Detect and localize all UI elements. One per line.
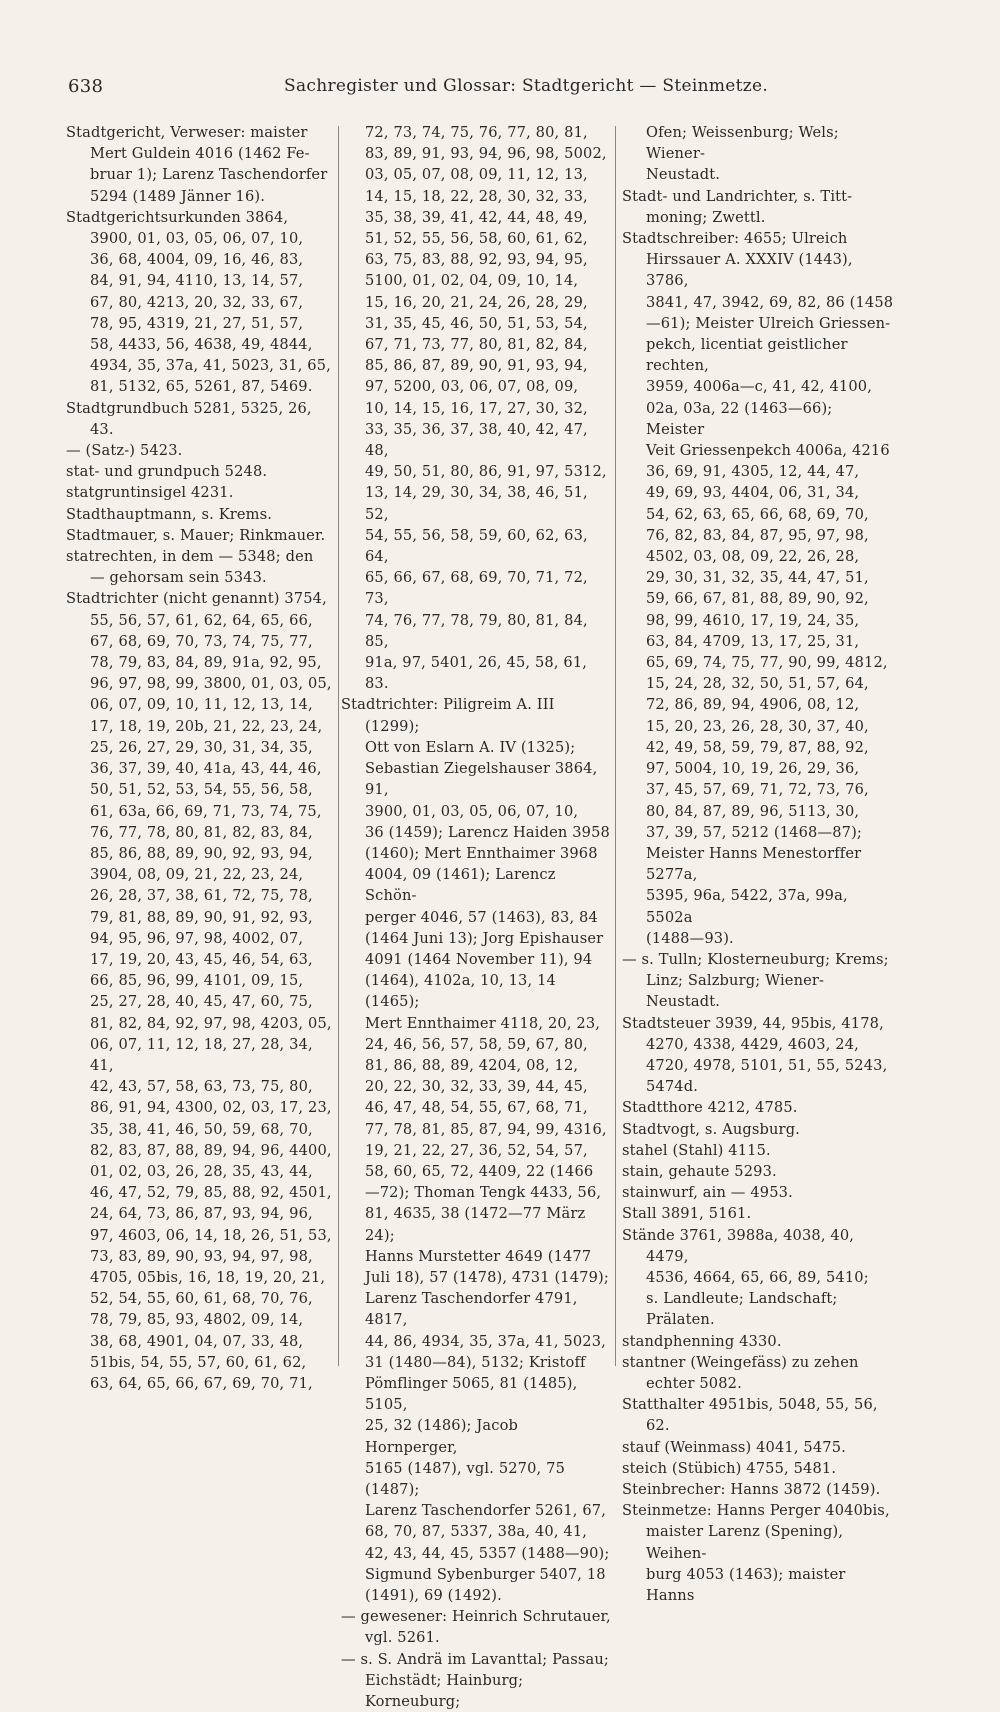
index-line: 81, 86, 88, 89, 4204, 08, 12, (365, 1056, 579, 1074)
index-line: —72); Thoman Tengk 4433, 56, (365, 1184, 602, 1202)
index-column-right (622, 122, 894, 1606)
index-line: maister Larenz (Spening), Weihen- (646, 1523, 844, 1562)
index-line: stantner (Weingefäss) zu zehen (622, 1353, 859, 1371)
column-rule (338, 126, 339, 1366)
index-line: 78, 79, 83, 84, 89, 91a, 92, 95, (90, 654, 322, 672)
index-line: Hirssauer A. XXXIV (1443), 3786, (646, 251, 853, 290)
index-line: 24, 64, 73, 86, 87, 93, 94, 96, (90, 1205, 313, 1223)
index-line: Larenz Taschendorfer 4791, 4817, (365, 1290, 578, 1329)
index-line: Stadtvogt, s. Augsburg. (622, 1120, 800, 1138)
index-line: 54, 62, 63, 65, 66, 68, 69, 70, (646, 505, 869, 523)
index-line: 80, 84, 87, 89, 96, 5113, 30, (646, 802, 860, 820)
index-line: 49, 69, 93, 4404, 06, 31, 34, (646, 484, 860, 502)
index-line: Eichstädt; Hainburg; Korneuburg; (365, 1671, 524, 1711)
page-number: 638 (68, 76, 104, 97)
index-line: statrechten, in dem — 5348; den (66, 548, 314, 566)
index-line: Statthalter 4951bis, 5048, 55, 56, (622, 1396, 878, 1414)
index-line: 58, 60, 65, 72, 4409, 22 (1466 (365, 1162, 594, 1180)
index-line: 67, 80, 4213, 20, 32, 33, 67, (90, 293, 304, 311)
index-line: 36 (1459); Larencz Haiden 3958 (365, 823, 610, 841)
index-line: 98, 99, 4610, 17, 19, 24, 35, (646, 611, 860, 629)
index-line: 81, 5132, 65, 5261, 87, 5469. (90, 378, 313, 396)
index-line: 25, 27, 28, 40, 45, 47, 60, 75, (90, 993, 313, 1011)
index-line: 36, 69, 91, 4305, 12, 44, 47, (646, 463, 860, 481)
index-line: Juli 18), 57 (1478), 4731 (1479); (365, 1268, 609, 1286)
index-line: 20, 22, 30, 32, 33, 39, 44, 45, (365, 1078, 588, 1096)
index-line: Stadtgrundbuch 5281, 5325, 26, (66, 399, 312, 417)
index-line: 36, 68, 4004, 09, 16, 46, 83, (90, 251, 304, 269)
index-line: 36, 37, 39, 40, 41a, 43, 44, 46, (90, 760, 322, 778)
index-line: 67, 71, 73, 77, 80, 81, 82, 84, (365, 336, 588, 354)
index-line: perger 4046, 57 (1463), 83, 84 (365, 908, 598, 926)
index-line: Meister Hanns Menestorffer 5277a, (646, 844, 862, 884)
index-line: 3904, 08, 09, 21, 22, 23, 24, (90, 866, 304, 884)
index-line: 74, 76, 77, 78, 79, 80, 81, 84, 85, (365, 611, 588, 650)
index-line: 4004, 09 (1461); Larencz Schön- (365, 866, 556, 905)
index-line: 29, 30, 31, 32, 35, 44, 47, 51, (646, 569, 869, 587)
index-line: 84, 91, 94, 4110, 13, 14, 57, (90, 272, 304, 290)
index-line: 63, 75, 83, 88, 92, 93, 94, 95, (365, 251, 588, 269)
column-rule (615, 126, 616, 1366)
index-line: 37, 39, 57, 5212 (1468—87); (646, 823, 862, 841)
index-line: vgl. 5261. (365, 1629, 440, 1647)
index-line: 65, 66, 67, 68, 69, 70, 71, 72, 73, (365, 569, 588, 608)
index-line: Hanns Murstetter 4649 (1477 (365, 1247, 592, 1265)
index-line: 76, 82, 83, 84, 87, 95, 97, 98, (646, 526, 869, 544)
index-line: Stadtrichter (nicht genannt) 3754, (66, 590, 327, 608)
index-line: 25, 26, 27, 29, 30, 31, 34, 35, (90, 738, 313, 756)
index-line: 78, 95, 4319, 21, 27, 51, 57, (90, 314, 304, 332)
index-line: 65, 69, 74, 75, 77, 90, 99, 4812, (646, 654, 888, 672)
index-line: 97, 5004, 10, 19, 26, 29, 36, (646, 760, 860, 778)
index-line: 46, 47, 48, 54, 55, 67, 68, 71, (365, 1099, 588, 1117)
index-line: 26, 28, 37, 38, 61, 72, 75, 78, (90, 887, 313, 905)
index-line: — (Satz-) 5423. (66, 442, 183, 460)
index-line: 10, 14, 15, 16, 17, 27, 30, 32, (365, 399, 588, 417)
index-line: Stadtgericht, Verweser: maister (66, 124, 308, 141)
index-line: Larenz Taschendorfer 5261, 67, (365, 1502, 607, 1520)
index-line: 44, 86, 4934, 35, 37a, 41, 5023, (365, 1332, 606, 1350)
index-line: burg 4053 (1463); maister Hanns (646, 1565, 846, 1605)
index-line: 4934, 35, 37a, 41, 5023, 31, 65, (90, 357, 331, 375)
index-line: 25, 32 (1486); Jacob Hornperger, (365, 1417, 518, 1456)
index-column-middle (341, 122, 611, 1712)
index-line: 49, 50, 51, 80, 86, 91, 97, 5312, (365, 463, 607, 481)
index-line: Stadtthore 4212, 4785. (622, 1099, 798, 1117)
index-line: 4536, 4664, 65, 66, 89, 5410; (646, 1268, 869, 1286)
index-line: Mert Ennthaimer 4118, 20, 23, (365, 1014, 601, 1032)
index-line: Pömflinger 5065, 81 (1485), 5105, (365, 1374, 578, 1414)
index-line: (1464 Juni 13); Jorg Epishauser (365, 929, 604, 947)
index-line: 85, 86, 88, 89, 90, 92, 93, 94, (90, 844, 313, 862)
index-line: 3900, 01, 03, 05, 06, 07, 10, (365, 802, 579, 820)
index-line: 15, 20, 23, 26, 28, 30, 37, 40, (646, 717, 869, 735)
index-line: 03, 05, 07, 08, 09, 11, 12, 13, (365, 166, 588, 184)
index-line: 35, 38, 41, 46, 50, 59, 68, 70, (90, 1120, 313, 1138)
index-line: Stadtschreiber: 4655; Ulreich (622, 230, 848, 248)
index-line: 3900, 01, 03, 05, 06, 07, 10, (90, 230, 304, 248)
index-line: 19, 21, 22, 27, 36, 52, 54, 57, (365, 1141, 588, 1159)
index-line: Ofen; Weissenburg; Wels; Wiener- (646, 124, 839, 163)
index-line: 54, 55, 56, 58, 59, 60, 62, 63, 64, (365, 526, 588, 566)
index-line: stainwurf, ain — 4953. (622, 1184, 793, 1202)
index-line: 67, 68, 69, 70, 73, 74, 75, 77, (90, 632, 313, 650)
index-line: 85, 86, 87, 89, 90, 91, 93, 94, (365, 357, 588, 375)
index-line: 51, 52, 55, 56, 58, 60, 61, 62, (365, 230, 588, 248)
index-line: Veit Griessenpekch 4006a, 4216 (646, 442, 890, 460)
index-line: 51bis, 54, 55, 57, 60, 61, 62, (90, 1353, 307, 1371)
index-line: 5294 (1489 Jänner 16). (90, 187, 266, 205)
index-line: 77, 78, 81, 85, 87, 94, 99, 4316, (365, 1120, 607, 1138)
index-line: 72, 86, 89, 94, 4906, 08, 12, (646, 696, 860, 714)
index-line: 33, 35, 36, 37, 38, 40, 42, 47, 48, (365, 420, 588, 460)
index-line: echter 5082. (646, 1374, 742, 1392)
index-line: 61, 63a, 66, 69, 71, 73, 74, 75, (90, 802, 322, 820)
index-line: Linz; Salzburg; Wiener-Neustadt. (646, 972, 825, 1011)
index-line: 17, 18, 19, 20b, 21, 22, 23, 24, (90, 717, 323, 735)
index-line: —61); Meister Ulreich Griessen- (646, 314, 891, 332)
index-line: Ott von Eslarn A. IV (1325); (365, 738, 576, 756)
index-line: 79, 81, 88, 89, 90, 91, 92, 93, (90, 908, 313, 926)
index-line: 66, 85, 96, 99, 4101, 09, 15, (90, 972, 304, 990)
index-line: 46, 47, 52, 79, 85, 88, 92, 4501, (90, 1184, 332, 1202)
index-line: (1491), 69 (1492). (365, 1587, 502, 1605)
index-line: 97, 4603, 06, 14, 18, 26, 51, 53, (90, 1226, 332, 1244)
index-line: 59, 66, 67, 81, 88, 89, 90, 92, (646, 590, 869, 608)
index-line: 91a, 97, 5401, 26, 45, 58, 61, 83. (365, 654, 588, 693)
index-line: 02a, 03a, 22 (1463—66); Meister (646, 399, 833, 438)
index-line: 83, 89, 91, 93, 94, 96, 98, 5002, (365, 145, 607, 163)
index-line: 06, 07, 09, 10, 11, 12, 13, 14, (90, 696, 313, 714)
index-line: moning; Zwettl. (646, 208, 766, 226)
index-line: 76, 77, 78, 80, 81, 82, 83, 84, (90, 823, 313, 841)
index-line: 86, 91, 94, 4300, 02, 03, 17, 23, (90, 1099, 332, 1117)
index-line: stat- und grundpuch 5248. (66, 463, 268, 481)
index-line: 55, 56, 57, 61, 62, 64, 65, 66, (90, 611, 313, 629)
index-line: 31, 35, 45, 46, 50, 51, 53, 54, (365, 314, 588, 332)
index-line: 42, 43, 57, 58, 63, 73, 75, 80, (90, 1078, 313, 1096)
index-line: 13, 14, 29, 30, 34, 38, 46, 51, 52, (365, 484, 588, 523)
index-line: stahel (Stahl) 4115. (622, 1141, 771, 1159)
index-line: 35, 38, 39, 41, 42, 44, 48, 49, (365, 208, 588, 226)
index-line: 3841, 47, 3942, 69, 82, 86 (1458 (646, 293, 894, 311)
index-line: Stadtsteuer 3939, 44, 95bis, 4178, (622, 1014, 884, 1032)
index-line: 4705, 05bis, 16, 18, 19, 20, 21, (90, 1268, 326, 1286)
index-column-left (66, 122, 334, 1394)
index-line: statgruntinsigel 4231. (66, 484, 234, 502)
index-line: 42, 43, 44, 45, 5357 (1488—90); (365, 1544, 610, 1562)
index-line: 52, 54, 55, 60, 61, 68, 70, 76, (90, 1290, 313, 1308)
index-line: 97, 5200, 03, 06, 07, 08, 09, (365, 378, 579, 396)
index-line: 96, 97, 98, 99, 3800, 01, 03, 05, (90, 675, 332, 693)
page-header (68, 76, 898, 102)
index-line: Sigmund Sybenburger 5407, 18 (365, 1565, 606, 1583)
index-line: steich (Stübich) 4755, 5481. (622, 1459, 837, 1477)
index-line: 82, 83, 87, 88, 89, 94, 96, 4400, (90, 1141, 332, 1159)
index-line: (1488—93). (646, 929, 734, 947)
index-line: Stadtgerichtsurkunden 3864, (66, 208, 289, 226)
index-line: s. Landleute; Landschaft; Prälaten. (646, 1290, 838, 1329)
index-line: 5474d. (646, 1078, 699, 1096)
index-line: 31 (1480—84), 5132; Kristoff (365, 1353, 586, 1371)
index-line: Stadthauptmann, s. Krems. (66, 505, 273, 523)
index-line: 24, 46, 56, 57, 58, 59, 67, 80, (365, 1035, 588, 1053)
index-line: 01, 02, 03, 26, 28, 35, 43, 44, (90, 1162, 313, 1180)
index-line: stauf (Weinmass) 4041, 5475. (622, 1438, 846, 1456)
index-line: — gewesener: Heinrich Schrutauer, (341, 1608, 611, 1626)
index-line: 5395, 96a, 5422, 37a, 99a, 5502a (646, 887, 848, 926)
index-line: Stadtmauer, s. Mauer; Rinkmauer. (66, 526, 326, 544)
index-line: 3959, 4006a—c, 41, 42, 4100, (646, 378, 872, 396)
index-line: Steinbrecher: Hanns 3872 (1459). (622, 1481, 881, 1498)
index-line: 63, 84, 4709, 13, 17, 25, 31, (646, 632, 860, 650)
index-line: bruar 1); Larenz Taschendorfer (90, 166, 328, 184)
index-line: Sebastian Ziegelshauser 3864, 91, (365, 760, 598, 799)
index-line: 62. (646, 1417, 670, 1435)
index-line: 81, 4635, 38 (1472—77 März 24); (365, 1205, 586, 1244)
index-line: 5165 (1487), vgl. 5270, 75 (1487); (365, 1459, 566, 1498)
index-line: 38, 68, 4901, 04, 07, 33, 48, (90, 1332, 304, 1350)
index-line: 06, 07, 11, 12, 18, 27, 28, 34, 41, (90, 1035, 313, 1074)
index-line: 4502, 03, 08, 09, 22, 26, 28, (646, 548, 860, 566)
index-line: Stadtrichter: Piligreim A. III (1299); (341, 696, 555, 735)
index-line: (1464), 4102a, 10, 13, 14 (1465); (365, 972, 556, 1011)
index-line: 43. (90, 420, 114, 438)
index-line: 4091 (1464 November 11), 94 (365, 950, 593, 968)
index-line: 4270, 4338, 4429, 4603, 24, (646, 1035, 859, 1053)
index-line: — gehorsam sein 5343. (90, 569, 267, 587)
index-line: 68, 70, 87, 5337, 38a, 40, 41, (365, 1523, 588, 1541)
index-line: Steinmetze: Hanns Perger 4040bis, (622, 1502, 890, 1520)
index-line: Stadt- und Landrichter, s. Titt- (622, 187, 853, 205)
index-line: 15, 16, 20, 21, 24, 26, 28, 29, (365, 293, 588, 311)
index-line: 42, 49, 58, 59, 79, 87, 88, 92, (646, 738, 869, 756)
index-line: 72, 73, 74, 75, 76, 77, 80, 81, (365, 124, 588, 141)
index-line: 63, 64, 65, 66, 67, 69, 70, 71, (90, 1374, 313, 1392)
index-line: — s. S. Andrä im Lavanttal; Passau; (341, 1650, 609, 1668)
index-line: 81, 82, 84, 92, 97, 98, 4203, 05, (90, 1014, 332, 1032)
index-line: (1460); Mert Ennthaimer 3968 (365, 844, 598, 862)
index-line: Stände 3761, 3988a, 4038, 40, 4479, (622, 1226, 855, 1265)
index-line: standphenning 4330. (622, 1332, 782, 1350)
index-line: stain, gehaute 5293. (622, 1162, 777, 1180)
index-line: 5100, 01, 02, 04, 09, 10, 14, (365, 272, 579, 290)
index-line: 37, 45, 57, 69, 71, 72, 73, 76, (646, 781, 869, 799)
index-line: 78, 79, 85, 93, 4802, 09, 14, (90, 1311, 304, 1329)
index-line: 73, 83, 89, 90, 93, 94, 97, 98, (90, 1247, 313, 1265)
index-line: — s. Tulln; Klosterneuburg; Krems; (622, 950, 889, 968)
index-line: pekch, licentiat geistlicher rechten, (646, 336, 848, 375)
index-line: Neustadt. (646, 166, 721, 184)
index-line: 50, 51, 52, 53, 54, 55, 56, 58, (90, 781, 313, 799)
index-line: 58, 4433, 56, 4638, 49, 4844, (90, 336, 313, 354)
running-title: Sachregister und Glossar: Stadtgericht — Steinmetze. (284, 76, 769, 96)
index-line: 4720, 4978, 5101, 51, 55, 5243, (646, 1056, 888, 1074)
index-line: Stall 3891, 5161. (622, 1205, 752, 1223)
index-line: 17, 19, 20, 43, 45, 46, 54, 63, (90, 950, 313, 968)
index-line: 14, 15, 18, 22, 28, 30, 32, 33, (365, 187, 588, 205)
index-line: 94, 95, 96, 97, 98, 4002, 07, (90, 929, 304, 947)
index-line: Mert Guldein 4016 (1462 Fe- (90, 145, 310, 163)
index-line: 15, 24, 28, 32, 50, 51, 57, 64, (646, 675, 869, 693)
